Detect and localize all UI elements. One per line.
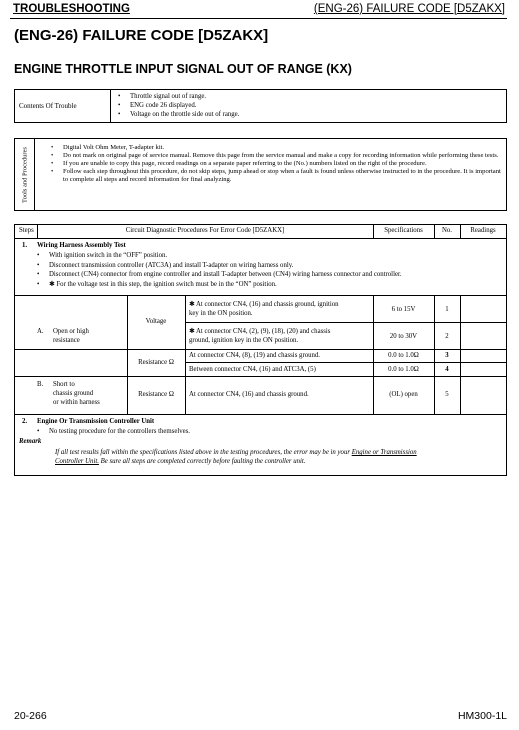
diagnostic-procedure-table xyxy=(14,224,507,476)
contents-of-trouble-table xyxy=(14,89,507,123)
col-header-specifications: Specifications xyxy=(384,227,423,234)
row-divider xyxy=(15,376,506,377)
check-description: ground, ignition key in the ON position. xyxy=(189,337,299,344)
trouble-list xyxy=(118,92,239,119)
voltage-label: Voltage xyxy=(145,318,167,325)
remark-text xyxy=(55,449,417,456)
trouble-item: • ENG code 26 displayed. xyxy=(118,101,239,110)
step1-list xyxy=(37,251,402,289)
test-letter: A. xyxy=(37,328,44,335)
manual-code: HM300-1L xyxy=(457,710,507,722)
col-header-readings: Readings xyxy=(470,227,496,234)
test-name: Short to xyxy=(53,381,75,388)
test-name: chassis ground xyxy=(53,390,94,397)
step-title: Wiring Harness Assembly Test xyxy=(37,242,126,249)
check-description: At connector CN4, (16) and chassis ground. xyxy=(189,391,309,398)
remark-text-part: Be sure all steps are completed correctly before faulting the controller unit. xyxy=(98,458,306,465)
controller-link[interactable]: Engine or Transmission xyxy=(351,449,417,456)
specification: 20 to 30V xyxy=(389,333,418,340)
section-heading: TROUBLESHOOTING xyxy=(13,3,130,15)
specification: 6 to 15V xyxy=(391,306,416,313)
trouble-item: • Voltage on the throttle side out of range. xyxy=(118,110,239,119)
tools-and-procedures-table xyxy=(14,138,507,211)
check-description: key in the ON position. xyxy=(189,310,253,317)
tools-item: • Do not mark on original page of service manual. Remove this page from the service manual and make a copy for recording information while performing these tests. xyxy=(51,152,503,160)
reading-number: 3 xyxy=(445,352,449,359)
tools-item: • Follow each step throughout this procedure, do not skip steps, jump ahead or stop when a fault is found unless otherwise instructed to in the procedure. It is important to complete all steps and record information for final analyzing. xyxy=(51,168,503,184)
tools-side-cell xyxy=(15,139,35,210)
check-description: Between connector CN4, (16) and ATC3A, (5) xyxy=(189,366,316,373)
reading-number: 2 xyxy=(445,333,449,340)
trouble-item: • Throttle signal out of range. xyxy=(118,92,239,101)
row-divider xyxy=(15,238,506,239)
check-description: ✱ At connector CN4, (16) and chassis ground, ignition xyxy=(189,301,339,308)
page-title: (ENG-26) FAILURE CODE [D5ZAKX] xyxy=(14,27,269,44)
step2-item: • No testing procedure for the controllers themselves. xyxy=(37,428,190,435)
step-title: Engine Or Transmission Controller Unit xyxy=(37,418,155,425)
tools-item: • If you are unable to copy this page, record readings on a separate paper referring to the (No.) numbers listed on the right of the procedure. xyxy=(51,160,503,168)
test-name: or within harness xyxy=(53,399,100,406)
remark-text xyxy=(55,458,306,465)
row-divider xyxy=(15,414,506,415)
check-description: At connector CN4, (8), (19) and chassis ground. xyxy=(189,352,320,359)
col-header-no: No. xyxy=(441,227,452,234)
tools-item: • Digital Volt Ohm Meter, T-adapter kit. xyxy=(51,144,503,152)
check-description: ✱ At connector CN4, (2), (9), (18), (20) and chassis xyxy=(189,328,331,335)
tools-list xyxy=(51,144,503,184)
column-divider xyxy=(185,295,186,414)
row-divider xyxy=(15,295,506,296)
reading-number: 4 xyxy=(445,366,449,373)
resistance-label: Resistance Ω xyxy=(138,359,174,366)
test-name: resistance xyxy=(53,337,80,344)
page-header xyxy=(10,2,507,19)
tools-and-procedures-label: Tools and Procedures xyxy=(21,147,29,203)
specification: 0.0 to 1.0Ω xyxy=(388,352,419,359)
contents-of-trouble-label: Contents Of Trouble xyxy=(15,90,111,122)
step-number: 2. xyxy=(22,418,28,425)
column-divider xyxy=(460,295,461,414)
remark-text-part: If all test results fall within the specifications listed above in the testing procedures, the error may be in your xyxy=(55,449,352,456)
col-header-steps: Steps xyxy=(19,227,34,234)
controller-link[interactable]: Controller Unit. xyxy=(55,458,99,465)
resistance-label: Resistance Ω xyxy=(138,391,174,398)
reading-number: 1 xyxy=(445,306,449,313)
step1-item: • With ignition switch in the “OFF” position. xyxy=(37,251,402,261)
page-number: 20-266 xyxy=(14,710,47,722)
row-divider xyxy=(15,349,506,350)
step1-item: • Disconnect transmission controller (ATC3A) and install T-adapter on wiring harness only. xyxy=(37,261,402,271)
specification: (OL) open xyxy=(389,391,418,398)
step-number: 1. xyxy=(22,242,28,249)
specification: 0.0 to 1.0Ω xyxy=(388,366,419,373)
header-failure-code: (ENG-26) FAILURE CODE [D5ZAKX] xyxy=(313,3,505,15)
step1-item: • Disconnect (CN4) connector from engine controller and install T-adapter between (CN4) wiring harness connector and controller. xyxy=(37,270,402,280)
test-letter: B. xyxy=(37,381,44,388)
step1-item: • ✱ For the voltage test in this step, the ignition switch must be in the “ON” position. xyxy=(37,280,402,290)
remark-label: Remark xyxy=(19,438,42,445)
row-divider xyxy=(185,322,506,323)
test-name: Open or high xyxy=(53,328,89,335)
reading-number: 5 xyxy=(445,391,449,398)
page-subtitle: ENGINE THROTTLE INPUT SIGNAL OUT OF RANGE (KX) xyxy=(14,62,352,76)
row-divider xyxy=(185,362,506,363)
col-header-procedures: Circuit Diagnostic Procedures For Error Code [D5ZAKX] xyxy=(125,227,285,234)
